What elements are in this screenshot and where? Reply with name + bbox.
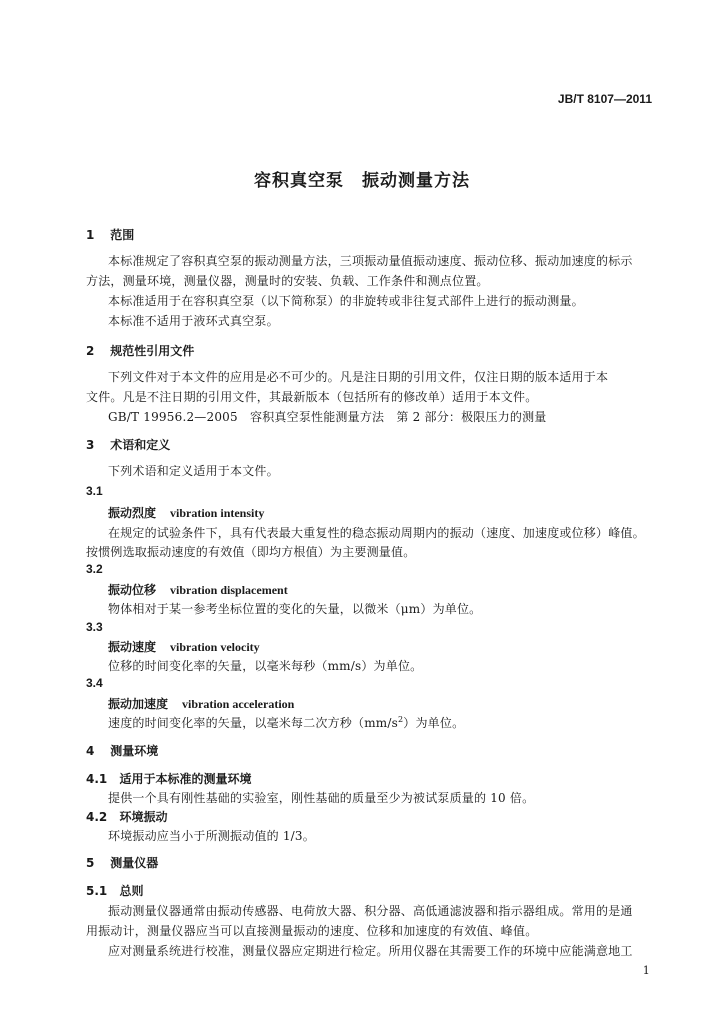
term-en: vibration acceleration [182, 697, 295, 711]
term-number: 3.3 [86, 620, 103, 634]
section-4-heading [86, 742, 158, 759]
paragraph-line: 应对测量系统进行校准，测量仪器应定期进行检定。所用仪器在其需要工作的环境中应能满意地工 [108, 944, 633, 958]
term-en: vibration intensity [170, 506, 265, 520]
section-title: 规范性引用文件 [110, 344, 195, 358]
subsection-4-1-heading [86, 770, 251, 787]
section-title: 测量仪器 [110, 856, 159, 870]
term-heading [108, 504, 264, 521]
section-3-heading [86, 436, 170, 453]
superscript: 2 [397, 715, 404, 724]
paragraph: 本标准不适用于液环式真空泵。 [108, 314, 279, 328]
section-5-heading [86, 854, 158, 871]
term-en: vibration velocity [170, 640, 260, 654]
section-number: 5 [86, 856, 95, 870]
section-number: 3 [86, 438, 95, 452]
paragraph-line: 振动测量仪器通常由振动传感器、电荷放大器、积分器、高低通滤波器和指示器组成。常用的是通 [108, 904, 633, 918]
definition-line: 按惯例选取振动速度的有效值（即均方根值）为主要测量值。 [86, 545, 416, 559]
section-number: 2 [86, 344, 95, 358]
term-number: 3.2 [86, 562, 103, 576]
section-number: 1 [86, 228, 95, 242]
section-1-heading [86, 226, 134, 243]
term-zh: 振动烈度 [108, 506, 157, 520]
paragraph-line: 文件。凡是不注日期的引用文件，其最新版本（包括所有的修改单）适用于本文件。 [86, 390, 538, 404]
paragraph-line: 用振动计，测量仪器应当可以直接测量振动的速度、位移和加速度的有效值、峰值。 [86, 924, 538, 938]
term-number: 3.1 [86, 484, 103, 498]
section-number: 4 [86, 744, 95, 758]
term-zh: 振动加速度 [108, 697, 169, 711]
subsection-title: 环境振动 [119, 810, 168, 824]
section-title: 范围 [110, 228, 135, 242]
subsection-number: 4.1 [86, 772, 108, 786]
subsection-5-1-heading [86, 882, 143, 899]
term-en: vibration displacement [170, 583, 288, 597]
page-number: 1 [642, 964, 650, 977]
paragraph: 提供一个具有刚性基础的实验室，刚性基础的质量至少为被试泵质量的 10 倍。 [108, 791, 535, 805]
paragraph-line: 本标准规定了容积真空泵的振动测量方法，三项振动量值振动速度、振动位移、振动加速度的标示 [108, 254, 633, 268]
term-zh: 振动速度 [108, 640, 157, 654]
term-heading [108, 638, 260, 655]
definition-text: 速度的时间变化率的矢量，以毫米每二次方秒（mm/s [108, 716, 398, 730]
paragraph: 下列术语和定义适用于本文件。 [108, 464, 279, 478]
paragraph-line: 方法，测量环境，测量仪器，测量时的安装、负载、工作条件和测点位置。 [86, 274, 489, 288]
subsection-number: 4.2 [86, 810, 108, 824]
standard-number: JB/T 8107—2011 [557, 92, 652, 106]
subsection-title: 适用于本标准的测量环境 [119, 772, 252, 786]
term-heading [108, 581, 288, 598]
paragraph: 本标准适用于在容积真空泵（以下简称泵）的非旋转或非往复式部件上进行的振动测量。 [108, 294, 584, 308]
definition: 位移的时间变化率的矢量，以毫米每秒（mm/s）为单位。 [108, 659, 423, 673]
term-number: 3.4 [86, 676, 103, 690]
definition-text: ）为单位。 [403, 716, 465, 730]
definition: 物体相对于某一参考坐标位置的变化的矢量，以微米（μm）为单位。 [108, 602, 482, 616]
term-zh: 振动位移 [108, 583, 157, 597]
paragraph-line: 下列文件对于本文件的应用是必不可少的。凡是注日期的引用文件，仅注日期的版本适用于本 [108, 370, 609, 384]
subsection-title: 总则 [119, 884, 144, 898]
term-heading [108, 695, 294, 712]
subsection-4-2-heading [86, 808, 167, 825]
section-title: 术语和定义 [110, 438, 171, 452]
subsection-number: 5.1 [86, 884, 108, 898]
definition-line: 在规定的试验条件下，具有代表最大重复性的稳态振动周期内的振动（速度、加速度或位移）峰值。 [108, 526, 645, 540]
section-title: 测量环境 [110, 744, 159, 758]
definition [108, 714, 464, 731]
paragraph: 环境振动应当小于所测振动值的 1/3。 [108, 829, 315, 843]
section-2-heading [86, 342, 194, 359]
document-title: 容积真空泵 振动测量方法 [254, 171, 470, 191]
reference-entry: GB/T 19956.2—2005 容积真空泵性能测量方法 第 2 部分：极限压力的测量 [108, 410, 547, 424]
